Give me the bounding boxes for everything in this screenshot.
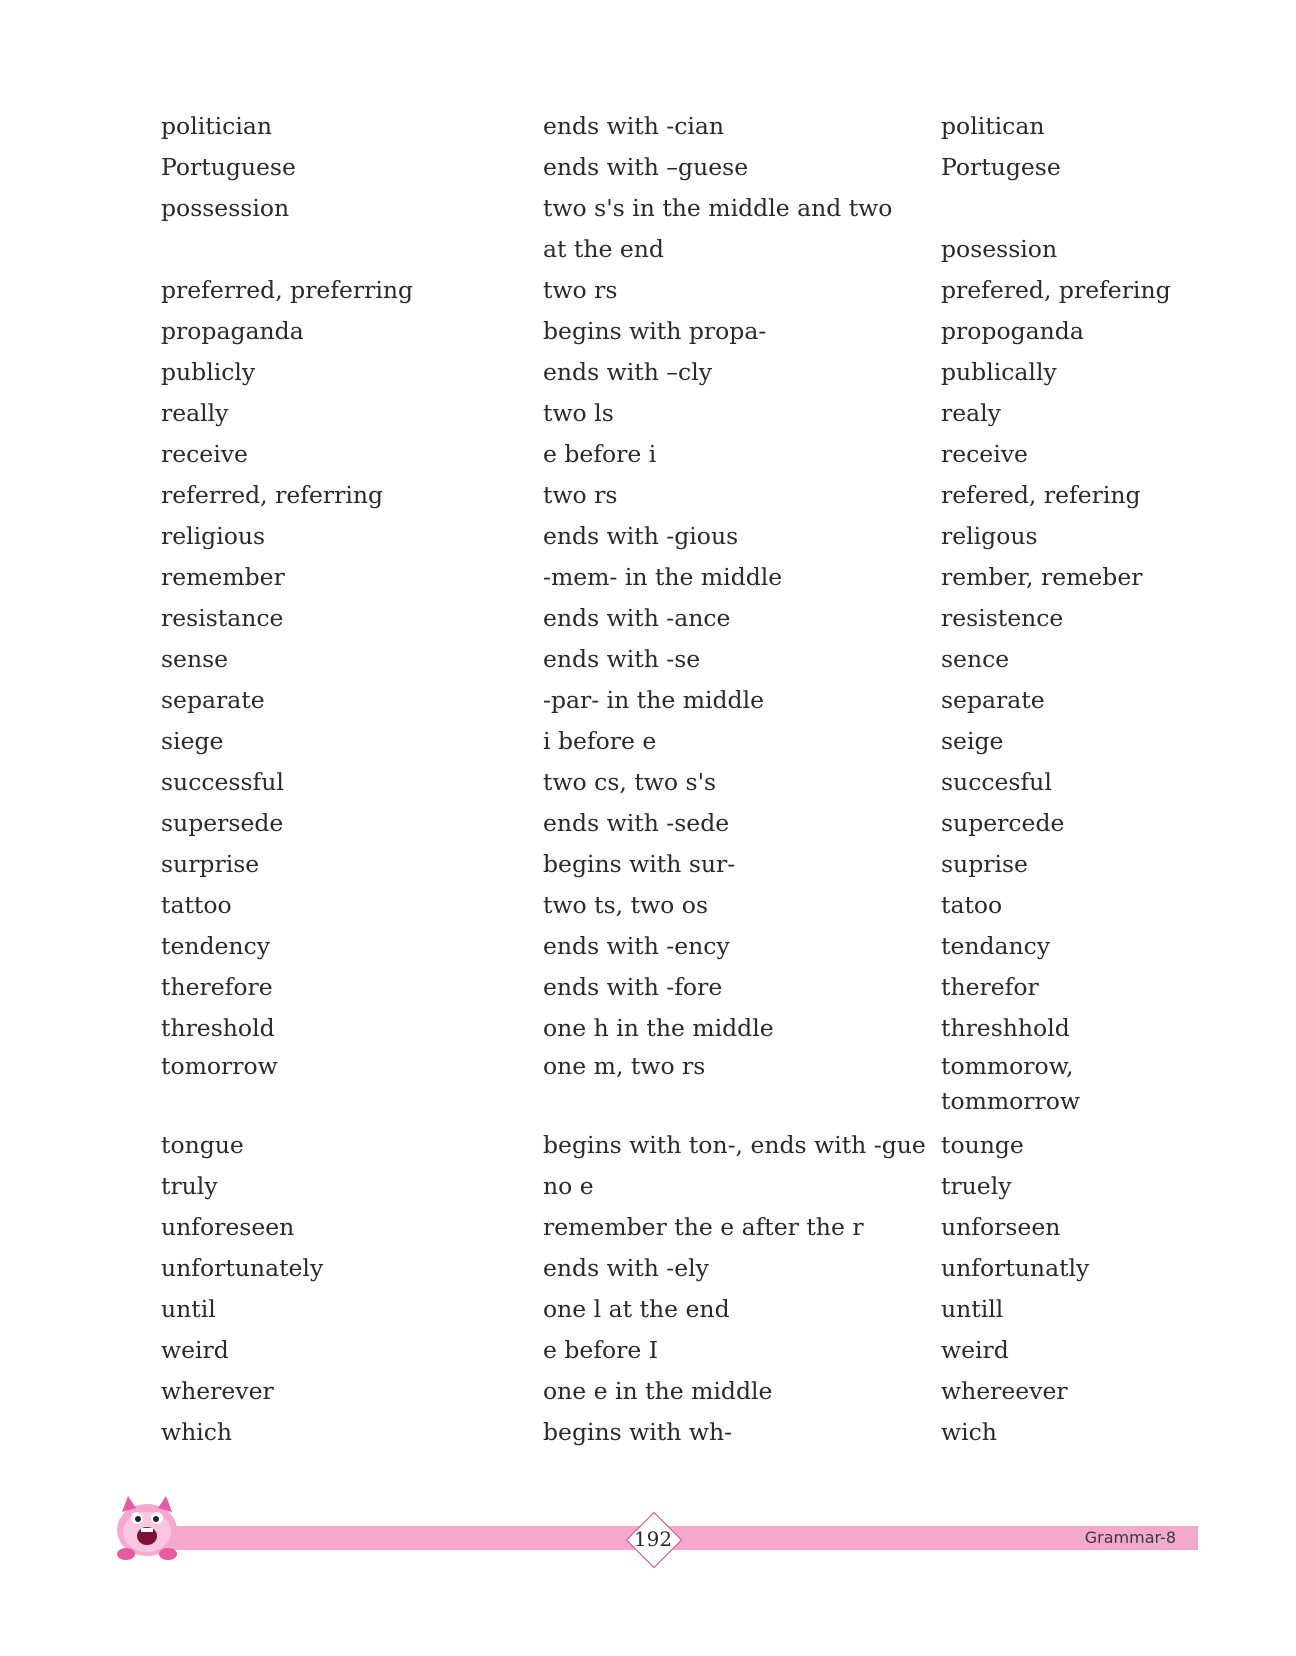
spelling-tip: ends with -cian <box>543 112 725 140</box>
correct-spelling: preferred, preferring <box>161 276 414 304</box>
spelling-tip: at the end <box>543 235 664 263</box>
footer-band <box>168 1526 1198 1550</box>
spelling-word-table <box>161 106 1171 1453</box>
spelling-tip: begins with sur- <box>543 850 736 878</box>
spelling-tip: e before i <box>543 440 657 468</box>
table-row <box>161 311 1171 352</box>
common-misspelling: weird <box>941 1336 1009 1364</box>
correct-spelling: politician <box>161 112 273 140</box>
common-misspelling: unfortunatly <box>941 1254 1090 1282</box>
correct-spelling: supersede <box>161 809 284 837</box>
table-row <box>161 393 1171 434</box>
table-row <box>161 885 1171 926</box>
table-row <box>161 270 1171 311</box>
correct-spelling <box>161 229 543 270</box>
common-misspelling: untill <box>941 1295 1004 1323</box>
spelling-rows-top <box>161 106 1171 1049</box>
correct-spelling: surprise <box>161 850 260 878</box>
spelling-tip: one l at the end <box>543 1295 730 1323</box>
table-row <box>161 721 1171 762</box>
common-misspelling <box>941 188 1171 229</box>
table-row <box>161 516 1171 557</box>
misspelling-line: tommorrow <box>941 1087 1081 1115</box>
pink-monster-icon <box>108 1490 186 1562</box>
common-misspelling: whereever <box>941 1377 1068 1405</box>
correct-spelling: referred, referring <box>161 481 384 509</box>
correct-spelling: wherever <box>161 1377 274 1405</box>
common-misspelling: tounge <box>941 1131 1024 1159</box>
spelling-tip: begins with ton-, ends with -gue <box>543 1131 926 1159</box>
spelling-tip: i before e <box>543 727 657 755</box>
spelling-tip: -mem- in the middle <box>543 563 783 591</box>
correct-spelling: tongue <box>161 1131 244 1159</box>
table-row <box>161 1248 1171 1289</box>
table-row <box>161 188 1171 229</box>
correct-spelling: weird <box>161 1336 229 1364</box>
correct-spelling: successful <box>161 768 284 796</box>
common-misspelling: religous <box>941 522 1038 550</box>
spelling-tip: one m, two rs <box>543 1052 706 1080</box>
table-row <box>161 352 1171 393</box>
spelling-tip: one e in the middle <box>543 1377 773 1405</box>
table-row <box>161 1412 1171 1453</box>
correct-spelling: separate <box>161 686 265 714</box>
spelling-tip: ends with -sede <box>543 809 730 837</box>
common-misspelling: truely <box>941 1172 1012 1200</box>
spelling-tip: ends with -se <box>543 645 701 673</box>
spelling-tip: begins with propa- <box>543 317 767 345</box>
spelling-tip: two rs <box>543 481 618 509</box>
misspelling-line: tommorow, <box>941 1052 1074 1080</box>
common-misspelling: politican <box>941 112 1045 140</box>
correct-spelling: receive <box>161 440 248 468</box>
common-misspelling: wich <box>941 1418 997 1446</box>
table-row <box>161 844 1171 885</box>
spelling-tip: two ls <box>543 399 614 427</box>
correct-spelling: tomorrow <box>161 1052 278 1080</box>
correct-spelling: remember <box>161 563 285 591</box>
correct-spelling: resistance <box>161 604 284 632</box>
common-misspelling: seige <box>941 727 1004 755</box>
spelling-tip: -par- in the middle <box>543 686 765 714</box>
spelling-tip: two s's in the middle and two <box>543 194 893 222</box>
correct-spelling: propaganda <box>161 317 304 345</box>
spelling-tip: e before I <box>543 1336 659 1364</box>
spelling-tip: ends with –cly <box>543 358 712 386</box>
spelling-tip: two rs <box>543 276 618 304</box>
common-misspelling: Portugese <box>941 153 1061 181</box>
spelling-tip: two cs, two s's <box>543 768 717 796</box>
book-label: Grammar-8 <box>1084 1528 1176 1547</box>
table-row <box>161 1049 1171 1125</box>
common-misspelling: sence <box>941 645 1010 673</box>
correct-spelling: threshold <box>161 1014 275 1042</box>
correct-spelling: religious <box>161 522 266 550</box>
correct-spelling: unforeseen <box>161 1213 295 1241</box>
common-misspelling: resistence <box>941 604 1064 632</box>
common-misspelling <box>941 1049 1171 1119</box>
table-row <box>161 803 1171 844</box>
common-misspelling: publically <box>941 358 1057 386</box>
spelling-tip: two ts, two os <box>543 891 709 919</box>
correct-spelling: until <box>161 1295 216 1323</box>
common-misspelling: threshhold <box>941 1014 1070 1042</box>
spelling-tip: no e <box>543 1172 594 1200</box>
spelling-tip: ends with -ance <box>543 604 731 632</box>
spelling-tip: ends with –guese <box>543 153 749 181</box>
common-misspelling: succesful <box>941 768 1052 796</box>
correct-spelling: unfortunately <box>161 1254 324 1282</box>
table-row <box>161 639 1171 680</box>
table-row <box>161 762 1171 803</box>
table-row <box>161 967 1171 1008</box>
correct-spelling: therefore <box>161 973 273 1001</box>
common-misspelling: tatoo <box>941 891 1003 919</box>
table-row <box>161 229 1171 270</box>
spelling-tip: ends with -ency <box>543 932 730 960</box>
table-row <box>161 1125 1171 1166</box>
common-misspelling: receive <box>941 440 1028 468</box>
common-misspelling: rember, remeber <box>941 563 1143 591</box>
spelling-tip: ends with -ely <box>543 1254 709 1282</box>
common-misspelling: supercede <box>941 809 1065 837</box>
correct-spelling: sense <box>161 645 229 673</box>
correct-spelling: siege <box>161 727 224 755</box>
correct-spelling: possession <box>161 194 290 222</box>
spelling-tip: one h in the middle <box>543 1014 774 1042</box>
page-number-badge <box>626 1512 680 1566</box>
table-row <box>161 680 1171 721</box>
correct-spelling: which <box>161 1418 233 1446</box>
correct-spelling: truly <box>161 1172 218 1200</box>
correct-spelling: really <box>161 399 229 427</box>
table-row <box>161 598 1171 639</box>
table-row <box>161 557 1171 598</box>
page-footer <box>108 1490 1198 1574</box>
common-misspelling: posession <box>941 235 1058 263</box>
table-row <box>161 147 1171 188</box>
table-row <box>161 1371 1171 1412</box>
spelling-tip: ends with -fore <box>543 973 723 1001</box>
spelling-tip: ends with -gious <box>543 522 739 550</box>
table-row <box>161 1289 1171 1330</box>
table-row <box>161 1166 1171 1207</box>
table-row <box>161 1207 1171 1248</box>
common-misspelling: propoganda <box>941 317 1084 345</box>
table-row <box>161 1008 1171 1049</box>
spelling-rows-bottom <box>161 1125 1171 1453</box>
common-misspelling: suprise <box>941 850 1028 878</box>
page-number: 192 <box>633 1527 673 1551</box>
table-row <box>161 926 1171 967</box>
correct-spelling: tattoo <box>161 891 232 919</box>
common-misspelling: therefor <box>941 973 1039 1001</box>
table-row <box>161 106 1171 147</box>
correct-spelling: publicly <box>161 358 256 386</box>
correct-spelling: tendency <box>161 932 271 960</box>
common-misspelling: realy <box>941 399 1001 427</box>
common-misspelling: prefered, prefering <box>941 276 1171 304</box>
spelling-tip: begins with wh- <box>543 1418 733 1446</box>
spelling-tip: remember the e after the r <box>543 1213 864 1241</box>
correct-spelling: Portuguese <box>161 153 296 181</box>
table-row <box>161 1330 1171 1371</box>
common-misspelling: tendancy <box>941 932 1051 960</box>
common-misspelling: separate <box>941 686 1045 714</box>
table-row <box>161 475 1171 516</box>
common-misspelling: refered, refering <box>941 481 1141 509</box>
common-misspelling: unforseen <box>941 1213 1061 1241</box>
table-row <box>161 434 1171 475</box>
